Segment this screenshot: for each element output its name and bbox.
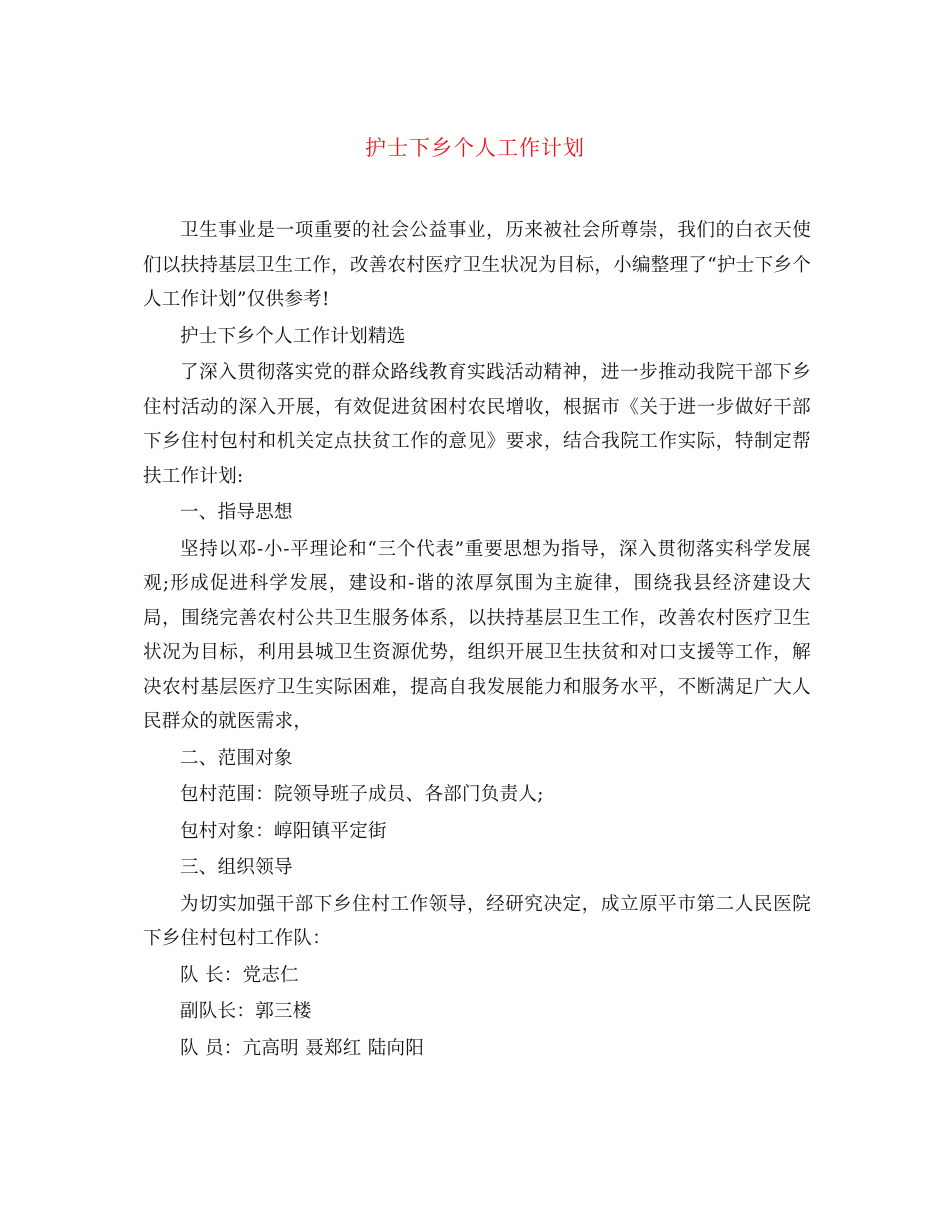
- organization-paragraph: 为切实加强干部下乡住村工作领导，经研究决定，成立原平市第二人民医院下乡住村包村工作队：: [143, 893, 811, 949]
- section-heading-organization: 三、组织领导: [180, 857, 293, 878]
- document-body: [143, 214, 811, 1068]
- section-heading-guiding-ideology: 一、指导思想: [180, 502, 293, 523]
- subtitle-paragraph: 护士下乡个人工作计划精选: [180, 325, 406, 347]
- intro-paragraph: 卫生事业是一项重要的社会公益事业，历来被社会所尊崇，我们的白衣天使们以扶持基层卫生工作，改善农村医疗卫生状况为目标，小编整理了“护士下乡个人工作计划”仅供参考!: [143, 220, 811, 310]
- scope-target-line: 包村对象：崞阳镇平定街: [180, 820, 387, 842]
- team-leader-line: 队 长：党志仁: [180, 964, 299, 986]
- section-heading-scope: 二、范围对象: [180, 747, 293, 769]
- team-members-line: 队 员：亢高明 聂郑红 陆向阳: [180, 1037, 425, 1059]
- purpose-paragraph: 了深入贯彻落实党的群众路线教育实践活动精神，进一步推动我院干部下乡住村活动的深入开展，有效促进贫困村农民增收，根据市《关于进一步做好干部下乡住村包村和机关定点扶贫工作的意见》要求，结合我院工作实际，特制定帮扶工作计划:: [143, 362, 811, 487]
- guiding-ideology-paragraph: 坚持以邓-小-平理论和“三个代表”重要思想为指导，深入贯彻落实科学发展观;形成促进科学发展，建设和-谐的浓厚氛围为主旋律，围绕我县经济建设大局，围绕完善农村公共卫生服务体系，以扶持基层卫生工作，改善农村医疗卫生状况为目标，利用县城卫生资源优势，组织开展卫生扶贫和对口支援等工作，解决农村基层医疗卫生实际困难，提高自我发展能力和服务水平，不断满足广大人民群众的就医需求，: [143, 538, 811, 732]
- scope-range-line: 包村范围：院领导班子成员、各部门负责人;: [180, 784, 544, 805]
- document-title: 护士下乡个人工作计划: [365, 136, 585, 160]
- deputy-leader-line: 副队长：郭三楼: [180, 1001, 312, 1022]
